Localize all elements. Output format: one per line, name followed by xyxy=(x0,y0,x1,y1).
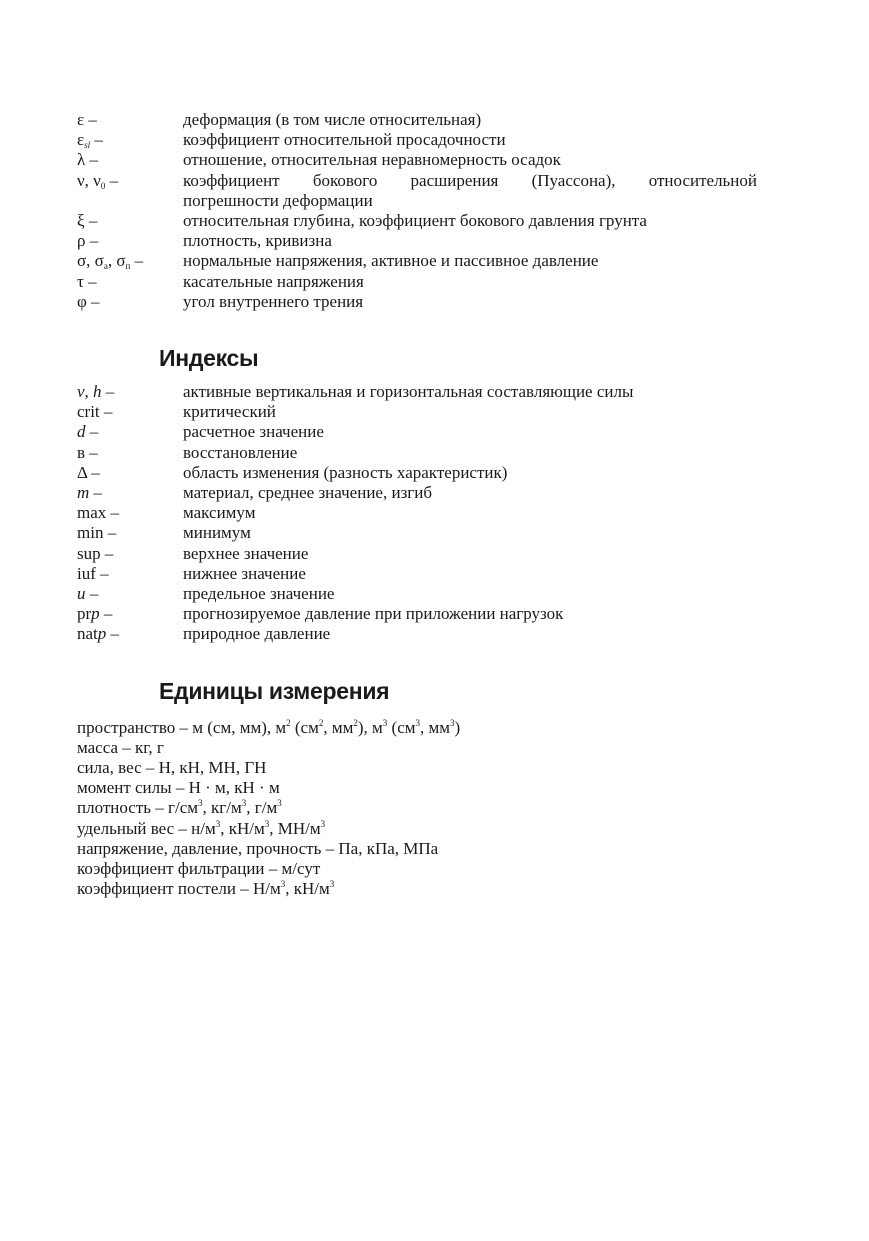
index-symbol: в – xyxy=(77,442,98,462)
index-definition: нижнее значение xyxy=(183,563,306,583)
unit-exponent: 3 xyxy=(382,717,388,728)
index-definition: расчетное значение xyxy=(183,422,324,442)
index-row-m xyxy=(77,483,757,503)
index-definition: область изменения (разность характеристик) xyxy=(183,462,508,482)
definition: угол внутреннего трения xyxy=(183,291,364,311)
index-symbol xyxy=(77,483,183,503)
unit-row-moment: момент силы – Н · м, кН · м xyxy=(77,778,280,798)
unit-exponent: 2 xyxy=(318,717,324,728)
symbol: ε – xyxy=(77,110,97,129)
symbol-row-phi xyxy=(77,292,757,312)
symbol: τ – xyxy=(77,271,97,291)
unit-text: , кН/м xyxy=(220,818,265,838)
unit-text: , кН/м xyxy=(285,879,330,899)
index-row-iuf xyxy=(77,564,757,584)
unit-exponent: 2 xyxy=(286,717,291,728)
index-symbol xyxy=(77,584,183,604)
unit-exponent: 2 xyxy=(353,717,358,728)
unit-text: , мм xyxy=(420,717,451,737)
index-row-d xyxy=(77,422,757,442)
unit-row-bed xyxy=(77,879,757,899)
symbol: ρ – xyxy=(77,231,99,251)
symbol-row-epsilon-sl xyxy=(77,130,757,150)
symbol-row-sigma xyxy=(77,251,757,271)
definition-line-1: коэффициент бокового расширения (Пуассона), относительной xyxy=(183,170,757,190)
symbol-dash: – xyxy=(105,170,119,190)
index-italic: m xyxy=(77,483,90,503)
indices-heading: Индексы xyxy=(159,345,259,372)
index-definition: критический xyxy=(183,402,276,422)
symbol-row-epsilon xyxy=(77,110,757,130)
index-prefix: nat xyxy=(77,624,98,644)
index-row-max xyxy=(77,503,757,523)
indices-list xyxy=(77,382,757,645)
index-definition: максимум xyxy=(183,503,256,523)
index-h: h xyxy=(93,382,102,402)
symbol-subscript: 0 xyxy=(100,180,106,191)
definition: отношение, относительная неравномерность осадок xyxy=(183,150,561,170)
index-symbol: max – xyxy=(77,503,120,523)
unit-text: удельный вес – н/м xyxy=(77,818,216,838)
index-row-delta xyxy=(77,463,757,483)
symbol-base: σ, σ xyxy=(77,251,104,271)
units-heading: Единицы измерения xyxy=(159,677,390,704)
index-symbol: sup – xyxy=(77,543,114,563)
unit-text: плотность – г/см xyxy=(77,798,199,818)
unit-text: (см xyxy=(290,717,319,737)
index-dash: – xyxy=(85,584,99,604)
definition: касательные напряжения xyxy=(183,271,364,291)
unit-row-stress: напряжение, давление, прочность – Па, кПа, МПа xyxy=(77,838,439,858)
index-row-v xyxy=(77,443,757,463)
unit-text: ) xyxy=(454,717,461,737)
index-row-natp xyxy=(77,624,757,644)
unit-exponent: 3 xyxy=(280,879,286,890)
definition: нормальные напряжения, активное и пассивное давление xyxy=(183,251,599,271)
index-dash: – xyxy=(89,483,103,503)
index-dash: – xyxy=(101,382,115,402)
index-symbol: crit – xyxy=(77,402,113,422)
symbol-row-lambda xyxy=(77,150,757,170)
symbol-subscript-p: п xyxy=(125,261,131,272)
symbol: λ – xyxy=(77,150,98,170)
symbol-row-xi xyxy=(77,211,757,231)
unit-exponent: 3 xyxy=(277,798,282,809)
index-v: v xyxy=(77,382,85,402)
index-dash: – xyxy=(106,624,120,644)
symbol-base-2: , σ xyxy=(107,251,126,271)
unit-row-force: сила, вес – Н, кН, МН, ГН xyxy=(77,758,267,778)
symbol-subscript: sl xyxy=(84,140,91,151)
unit-exponent: 3 xyxy=(415,717,421,728)
symbol-base: ν, ν xyxy=(77,170,101,190)
symbol-dash: – xyxy=(130,251,144,271)
unit-text: коэффициент постели – Н/м xyxy=(77,879,281,899)
symbol xyxy=(77,251,183,271)
index-separator: , xyxy=(84,382,94,402)
unit-text: , г/м xyxy=(246,798,278,818)
symbol xyxy=(77,171,183,211)
unit-text: , МН/м xyxy=(269,818,321,838)
unit-exponent: 3 xyxy=(198,798,203,809)
index-dash: – xyxy=(85,422,99,442)
unit-row-filtration: коэффициент фильтрации – м/сут xyxy=(77,859,321,879)
index-italic: d xyxy=(77,422,86,442)
index-italic: p xyxy=(97,624,107,644)
unit-text: ), м xyxy=(357,717,383,737)
symbol-subscript-a: а xyxy=(103,261,108,272)
symbol: φ – xyxy=(77,291,100,311)
index-definition: активные вертикальная и горизонтальная составляющие силы xyxy=(183,382,634,402)
definition: коэффициент относительной просадочности xyxy=(183,130,506,150)
index-definition: верхнее значение xyxy=(183,543,309,563)
symbol-row-tau xyxy=(77,272,757,292)
index-prefix: pr xyxy=(77,604,92,624)
symbol-row-rho xyxy=(77,231,757,251)
index-row-min xyxy=(77,523,757,543)
index-row-u xyxy=(77,584,757,604)
document-page xyxy=(77,110,757,900)
index-row-crit xyxy=(77,402,757,422)
unit-row-mass: масса – кг, г xyxy=(77,737,164,757)
index-symbol xyxy=(77,422,183,442)
index-definition: минимум xyxy=(183,523,251,543)
unit-exponent: 3 xyxy=(264,818,270,829)
index-definition: материал, среднее значение, изгиб xyxy=(183,483,432,503)
definition xyxy=(183,171,757,211)
unit-text: пространство – м (см, мм), м xyxy=(77,717,287,737)
index-definition: природное давление xyxy=(183,624,331,644)
symbol-dash: – xyxy=(90,130,103,150)
index-definition: восстановление xyxy=(183,442,298,462)
index-row-prp xyxy=(77,604,757,624)
symbol-base: ε xyxy=(77,130,85,150)
unit-text: , мм xyxy=(323,717,354,737)
unit-exponent: 3 xyxy=(329,879,335,890)
index-symbol: Δ – xyxy=(77,462,100,482)
unit-exponent: 3 xyxy=(450,717,455,728)
index-symbol xyxy=(77,624,183,644)
symbol: ξ – xyxy=(77,211,98,231)
unit-exponent: 3 xyxy=(215,818,221,829)
index-definition: предельное значение xyxy=(183,584,335,604)
unit-row-density xyxy=(77,798,757,818)
index-symbol xyxy=(77,604,183,624)
definition: относительная глубина, коэффициент бокового давления грунта xyxy=(183,211,647,231)
symbols-list xyxy=(77,110,757,312)
unit-row-space xyxy=(77,718,757,738)
unit-exponent: 3 xyxy=(320,818,326,829)
units-list xyxy=(77,718,757,900)
definition: плотность, кривизна xyxy=(183,231,332,251)
definition: деформация (в том числе относительная) xyxy=(183,110,482,129)
index-definition: прогнозируемое давление при приложении нагрузок xyxy=(183,604,564,624)
definition-line-2: погрешности деформации xyxy=(183,190,373,210)
index-symbol: iuf – xyxy=(77,563,109,583)
unit-exponent: 3 xyxy=(241,798,247,809)
index-italic: u xyxy=(77,584,86,604)
unit-text: , кг/м xyxy=(202,798,242,818)
unit-row-weight xyxy=(77,819,757,839)
unit-text: (см xyxy=(387,717,416,737)
index-symbol: min – xyxy=(77,523,117,543)
symbol-row-nu xyxy=(77,171,757,211)
index-row-vh xyxy=(77,382,757,402)
index-dash: – xyxy=(99,604,113,624)
index-row-sup xyxy=(77,544,757,564)
index-italic: p xyxy=(91,604,100,624)
symbol xyxy=(77,130,183,150)
index-symbol xyxy=(77,382,183,402)
